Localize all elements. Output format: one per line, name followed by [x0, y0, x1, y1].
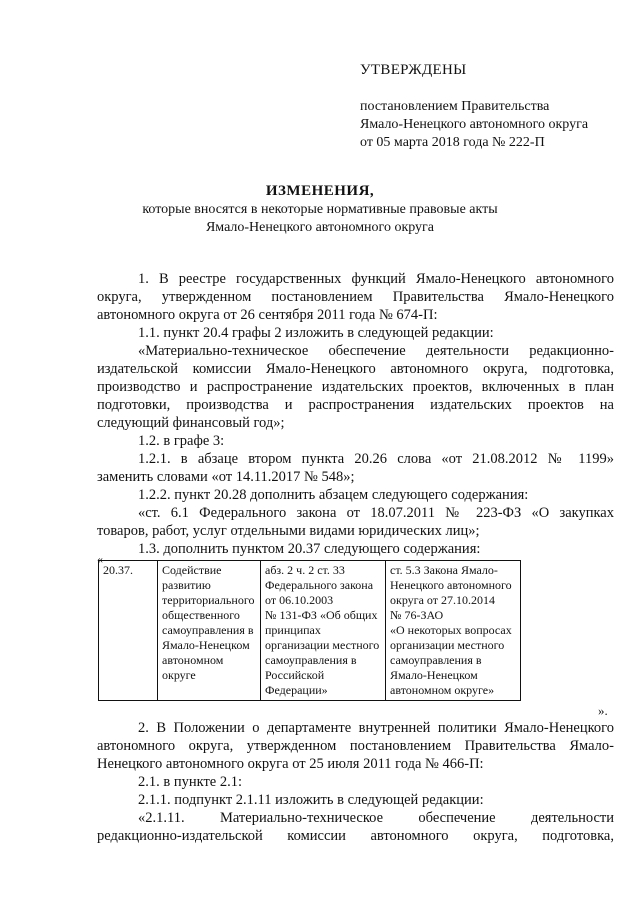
paragraph-1-2-1-line-1: 1.2.1. в абзаце втором пункта 20.26 слова «от 21.08.2012 № 1199»	[138, 451, 614, 467]
table-cell-federal-law: абз. 2 ч. 2 ст. 33 Федерального закона от 06.10.2003 № 131-ФЗ «Об общих принципах организации местного самоуправления в Российской Федерации»	[261, 561, 386, 701]
paragraph-2-line-3: Ненецкого автономного округа от 25 июля 2011 года № 466-П:	[97, 756, 484, 772]
approval-line-1: постановлением Правительства	[360, 99, 550, 114]
table-row	[99, 561, 521, 701]
paragraph-2-1-1: 2.1.1. подпункт 2.1.11 изложить в следующей редакции:	[138, 792, 484, 808]
amendment-table	[98, 560, 521, 701]
quote-2-line-2: товаров, работ, услуг отдельными видами юридических лиц»;	[97, 523, 480, 539]
document-title: ИЗМЕНЕНИЯ,	[265, 183, 375, 199]
quote-1-line-2: издательской комиссии Ямало-Ненецкого автономного округа, подготовка,	[97, 361, 614, 377]
paragraph-1-1: 1.1. пункт 20.4 графы 2 изложить в следующей редакции:	[138, 325, 494, 341]
paragraph-2-1: 2.1. в пункте 2.1:	[138, 774, 243, 790]
paragraph-1-line-2: округа, утвержденном постановлением Правительства Ямало-Ненецкого	[97, 289, 614, 305]
table-open-quote: «	[97, 552, 103, 566]
paragraph-1-line-1: 1. В реестре государственных функций Ямало-Ненецкого автономного	[138, 271, 614, 287]
paragraph-2-line-1: 2. В Положении о департаменте внутренней политики Ямало-Ненецкого	[138, 720, 614, 736]
table-cell-regional-law: ст. 5.3 Закона Ямало- Ненецкого автономного округа от 27.10.2014 № 76-ЗАО «О некоторых вопросах организации местного самоуправления в Ямало-Ненецком автономном округе»	[386, 561, 521, 701]
paragraph-1-2: 1.2. в графе 3:	[138, 433, 225, 449]
approval-line-3: от 05 марта 2018 года № 222-П	[360, 135, 545, 150]
paragraph-1-2-1-line-2: заменить словами «от 14.11.2017 № 548»;	[97, 469, 355, 485]
quote-1-line-5: следующий финансовый год»;	[97, 415, 285, 431]
quote-1-line-3: производство и распространение издательских проектов, включенных в план	[97, 379, 614, 395]
approval-line-2: Ямало-Ненецкого автономного округа	[360, 117, 589, 132]
quote-2-line-1: «ст. 6.1 Федерального закона от 18.07.2011 № 223-ФЗ «О закупках	[138, 505, 614, 521]
document-subtitle-2: Ямало-Ненецкого автономного округа	[205, 220, 435, 235]
quote-1-line-1: «Материально-техническое обеспечение деятельности редакционно-	[138, 343, 614, 359]
approval-heading: УТВЕРЖДЕНЫ	[360, 62, 467, 78]
paragraph-1-3: 1.3. дополнить пунктом 20.37 следующего содержания:	[138, 541, 481, 557]
quote-3-line-1: «2.1.11. Материально-техническое обеспечение деятельности	[138, 810, 614, 826]
document-subtitle-1: которые вносятся в некоторые нормативные правовые акты	[142, 202, 498, 217]
paragraph-1-line-3: автономного округа от 26 сентября 2011 года № 674-П:	[97, 307, 438, 323]
table-cell-function: Содействие развитию территориального общественного самоуправления в Ямало-Ненецком автономном округе	[158, 561, 261, 701]
table-close-quote: ».	[598, 703, 608, 718]
quote-3-line-2: редакционно-издательской комиссии автономного округа, подготовка,	[97, 828, 614, 844]
paragraph-1-2-2: 1.2.2. пункт 20.28 дополнить абзацем следующего содержания:	[138, 487, 529, 503]
quote-1-line-4: подготовки, производства и распространения издательских проектов на	[97, 397, 614, 413]
paragraph-2-line-2: автономного округа, утвержденном постановлением Правительства Ямало-	[97, 738, 614, 754]
table-cell-number: 20.37.	[99, 561, 158, 701]
